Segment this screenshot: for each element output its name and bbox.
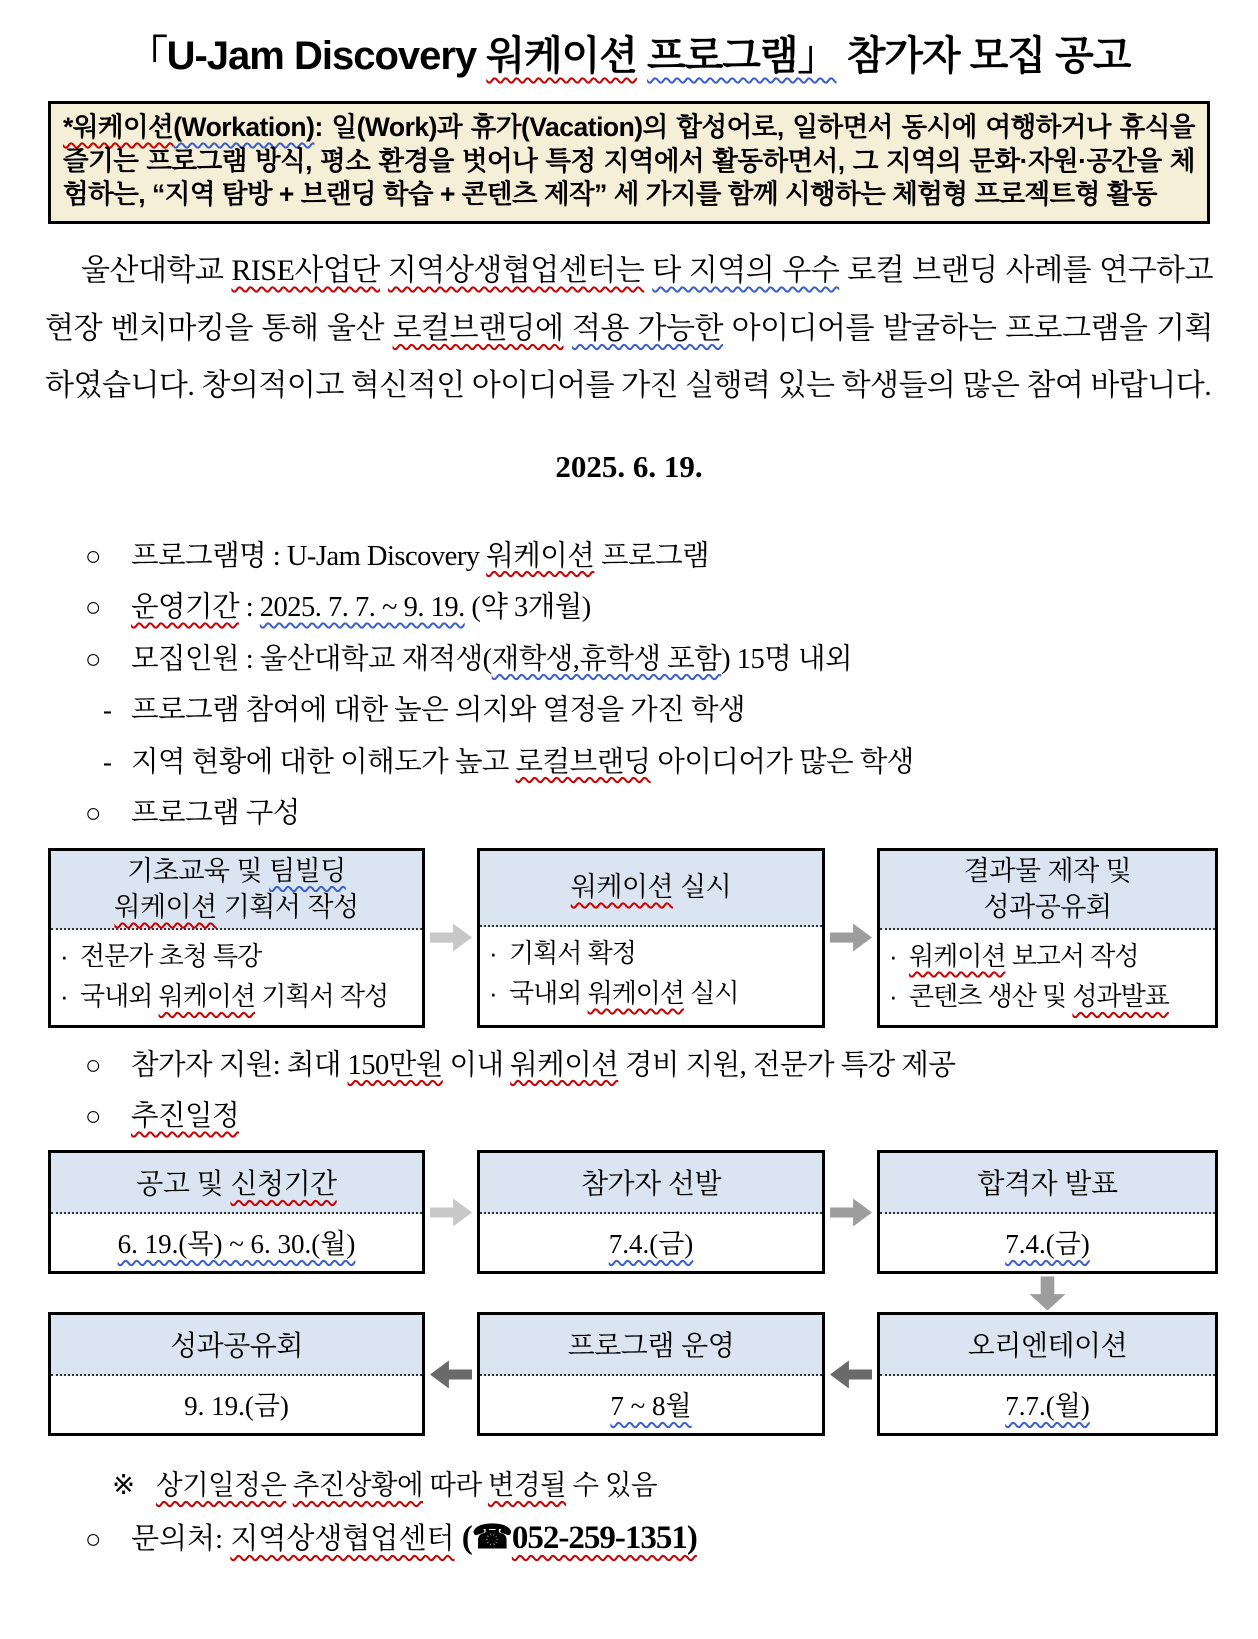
text-segment: 「U-Jam Discovery	[127, 34, 487, 78]
text-segment: 워케이션	[114, 892, 217, 923]
text-segment: 수 있음	[566, 1469, 658, 1501]
list-item	[85, 539, 1238, 575]
text-segment	[637, 34, 647, 78]
text-segment: 052-259-1351)	[511, 1520, 697, 1557]
text-segment: 팀빌딩	[269, 855, 346, 886]
flow-box-results	[877, 848, 1218, 1028]
flow-box-item	[60, 976, 416, 1016]
arrow-left-icon	[430, 1360, 472, 1388]
text-segment: 지역상생협업센터	[230, 1523, 455, 1556]
text-segment	[380, 254, 388, 287]
flow-arrow-cell	[825, 848, 877, 1028]
text-segment: : 일(Work)과 휴가(Vacation)의 합성어로, 일하면서 동시에 여행하거나 휴식을 즐기는 프로그램 방식, 평소 환경을 벗어나 특정 지역에서 활동하면서, 그 지역의 문화·자원·공간을 체험하는, “지역 탐방 + 브랜딩 학습 + 콘텐츠 제작” 세 가지를 함께 시행하는 체험형 프로젝트형 활동	[63, 112, 1195, 210]
text-segment: 로컬브랜딩에	[392, 311, 564, 345]
text-segment: 참가자 모집 공고	[836, 34, 1131, 78]
flow-box-workation-execution	[477, 848, 825, 1028]
text-segment: 프로그램 구성	[131, 798, 300, 830]
text-segment: 타 지역의 우수	[652, 253, 840, 287]
arrow-right-icon	[430, 1198, 472, 1226]
flow-box-header-line	[884, 853, 1211, 890]
text-segment: 합격자 발표	[977, 1168, 1118, 1200]
flow-box-header-line	[55, 853, 418, 890]
dot-bullet-marker: ·	[489, 937, 497, 968]
flow-box-item	[489, 973, 816, 1013]
dot-bullet-marker: ·	[889, 981, 897, 1012]
flow-box-item-text	[80, 936, 261, 976]
text-segment: RISE사업단	[231, 253, 380, 287]
schedule-box-program-operation	[477, 1312, 825, 1436]
text-segment: 따라	[423, 1469, 488, 1501]
schedule-box-title	[480, 1315, 822, 1376]
circle-bullet-marker: ○	[85, 540, 101, 571]
text-segment: (Workation)	[173, 112, 315, 142]
schedule-box-sharing-session	[48, 1312, 425, 1436]
text-segment: 프로그램명 : U-Jam Discovery	[131, 540, 487, 572]
text-segment: 울산대학교	[81, 253, 232, 287]
text-segment: 워케이션	[158, 981, 256, 1012]
flow-box-header	[51, 851, 422, 930]
list-item-text	[131, 693, 745, 729]
schedule-box-orientation	[877, 1312, 1218, 1436]
workation-definition-box	[48, 101, 1210, 224]
arrow-down-icon	[1030, 1276, 1066, 1310]
flow-box-items	[880, 930, 1215, 1025]
text-segment: 실시	[673, 872, 732, 903]
text-segment: 성과공유회	[983, 892, 1112, 923]
text-segment: 성과발표	[1072, 981, 1169, 1012]
flow-box-header-line	[484, 869, 818, 906]
dot-bullet-marker: ·	[60, 940, 68, 971]
flow-box-header-line	[55, 889, 418, 926]
schedule-connector-row	[48, 1274, 1218, 1312]
text-segment: 적용 가능한	[572, 311, 724, 345]
flow-box-item-text	[509, 933, 636, 973]
text-segment: 기획서 확정	[509, 937, 636, 968]
text-segment: 신청기간	[230, 1168, 337, 1200]
text-segment: 추진상황에	[292, 1469, 424, 1501]
text-segment: 참가자 선발	[580, 1168, 722, 1200]
text-segment: 7 ~ 8월	[610, 1391, 692, 1422]
flow-arrow-cell	[825, 1150, 877, 1274]
text-segment: 기획서 작성	[216, 892, 359, 923]
flow-box-item	[889, 976, 1209, 1016]
circle-bullet-marker: ○	[85, 643, 101, 674]
schedule-box-date	[480, 1214, 822, 1271]
text-segment: 로컬 브랜딩 사례를 연구하고 현장 벤치마킹을 통해 울산	[45, 253, 1214, 345]
flow-box-item-text	[80, 976, 388, 1016]
text-segment: 전문가 초청 특강	[80, 940, 262, 971]
text-segment: 150만원	[347, 1049, 443, 1081]
phone-icon: ☎	[471, 1520, 512, 1557]
text-segment: 프로그램」	[647, 34, 837, 78]
text-segment: 모집인원 : 울산대학교 재적생(	[131, 643, 492, 675]
arrow-right-icon	[830, 924, 872, 952]
list-item-text	[131, 642, 852, 678]
schedule-row-1	[48, 1150, 1218, 1274]
date-line: 2025. 6. 19.	[555, 448, 703, 484]
text-segment: 실시	[684, 977, 739, 1008]
flow-box-item-text	[909, 936, 1139, 976]
flow-box-item	[60, 936, 416, 976]
text-segment: 아이디어를 발굴하는 프로그램을 기획하였습니다. 창의적이고 혁신적인 아이디어를 가진 실행력 있는 학생들의 많은 참여 바랍니다.	[45, 311, 1214, 403]
text-segment: 7.4.(금)	[608, 1229, 694, 1260]
dash-bullet-marker: -	[103, 746, 112, 777]
schedule-box-date	[880, 1376, 1215, 1433]
text-segment: 보고서 작성	[1005, 940, 1139, 971]
text-segment: 9. 19.(금)	[184, 1391, 289, 1422]
list-item	[85, 1099, 1238, 1135]
support-info-list	[0, 1048, 1258, 1136]
flow-box-item	[489, 933, 816, 973]
text-segment: 워케이션	[510, 1049, 619, 1081]
text-segment	[454, 1523, 461, 1555]
text-segment: 공고 및	[136, 1168, 231, 1200]
list-subitem	[103, 745, 1238, 781]
list-item	[85, 796, 1238, 832]
text-segment: 국내외	[80, 981, 159, 1012]
text-segment: 참가자 지원: 최대	[131, 1049, 348, 1081]
text-segment: 워케이션	[587, 977, 685, 1008]
text-segment: 재학생,휴학생 포함	[491, 643, 722, 675]
text-segment: 변경될	[487, 1469, 567, 1501]
text-segment: ) 15명 내외	[721, 643, 853, 675]
circle-bullet-marker: ○	[85, 1049, 101, 1080]
contact-line	[85, 1516, 1238, 1557]
flow-arrow-cell	[825, 1312, 877, 1436]
list-subitem	[103, 693, 1238, 729]
schedule-box-date	[51, 1214, 422, 1271]
text-segment: 7.4.(금)	[1005, 1229, 1090, 1260]
flow-arrow-cell	[425, 848, 477, 1028]
text-segment: 워케이션	[909, 940, 1006, 971]
schedule-box-date	[480, 1376, 822, 1433]
schedule-box-announcement	[48, 1150, 425, 1274]
page-title	[20, 24, 1238, 81]
schedule-box-title	[51, 1153, 422, 1214]
schedule-change-note-text	[156, 1462, 657, 1502]
text-segment: 결과물 제작 및	[963, 855, 1132, 886]
list-item-text	[131, 796, 300, 832]
list-item	[85, 1048, 1238, 1084]
contact-text	[131, 1516, 697, 1557]
schedule-change-note	[112, 1462, 1238, 1502]
program-structure-flow	[48, 848, 1218, 1028]
circle-bullet-marker: ○	[85, 1101, 101, 1132]
schedule-box-title	[51, 1315, 422, 1376]
text-segment: 워케이션	[486, 34, 637, 78]
flow-arrow-cell	[425, 1150, 477, 1274]
flow-box-header	[880, 851, 1215, 930]
text-segment: 콘텐츠 생산 및	[909, 981, 1073, 1012]
text-segment: 상기일정은	[156, 1469, 287, 1501]
schedule-box-title	[480, 1153, 822, 1214]
down-arrow-cell	[877, 1274, 1218, 1312]
text-segment: 지역상생협업센터는	[387, 253, 645, 287]
flow-box-item	[889, 936, 1209, 976]
spacer	[477, 1274, 825, 1312]
text-segment: 6. 19.(목) ~ 6. 30.(월)	[117, 1229, 356, 1260]
text-segment: 경비 지원, 전문가 특강 제공	[618, 1049, 956, 1081]
text-segment: 워케이션	[486, 540, 595, 572]
text-segment: 국내외	[509, 977, 588, 1008]
text-segment	[563, 312, 572, 345]
schedule-box-date	[880, 1214, 1215, 1271]
text-segment: *워케이션	[63, 112, 174, 142]
text-segment: 지역 현황에 대한 이해도가 높고	[131, 746, 516, 778]
text-segment: :	[239, 592, 260, 624]
flow-box-items	[51, 930, 422, 1025]
flow-box-basic-education	[48, 848, 425, 1028]
list-item	[85, 642, 1238, 678]
flow-box-header	[480, 851, 822, 927]
schedule-box-selection	[477, 1150, 825, 1274]
dot-bullet-marker: ·	[489, 977, 497, 1008]
circle-bullet-marker: ○	[85, 592, 101, 623]
text-segment: (	[461, 1520, 472, 1557]
arrow-right-icon	[830, 1198, 872, 1226]
list-item-text	[131, 539, 709, 575]
schedule-box-date	[51, 1376, 422, 1433]
text-segment: 2025. 7. 7. ~ 9. 19.	[259, 592, 465, 624]
flow-box-header-line	[884, 889, 1211, 926]
text-segment: 프로그램 운영	[567, 1330, 735, 1362]
text-segment: 로컬브랜딩	[515, 746, 651, 778]
dot-bullet-marker: ·	[60, 981, 68, 1012]
text-segment: 아이디어가 많은 학생	[650, 746, 914, 778]
text-segment: (약 3개월)	[464, 592, 591, 624]
list-item	[85, 590, 1238, 626]
text-segment: 운영기간	[131, 592, 240, 624]
reference-mark: ※	[112, 1469, 135, 1501]
text-segment: 워케이션	[570, 872, 674, 903]
circle-bullet-marker: ○	[85, 1524, 102, 1555]
arrow-right-icon	[430, 924, 472, 952]
text-segment: 프로그램 참여에 대한 높은 의지와 열정을 가진 학생	[131, 695, 746, 727]
dash-bullet-marker: -	[103, 695, 112, 726]
text-segment: 성과공유회	[170, 1330, 303, 1362]
schedule-row-2	[48, 1312, 1218, 1436]
intro-paragraph	[45, 242, 1213, 415]
circle-bullet-marker: ○	[85, 798, 101, 829]
spacer	[48, 1274, 425, 1312]
recruitment-notice-document	[0, 24, 1258, 1639]
schedule-box-result-announcement	[877, 1150, 1218, 1274]
text-segment: 기획서 작성	[255, 981, 389, 1012]
text-segment: 기초교육 및	[127, 855, 270, 886]
program-info-list	[0, 539, 1258, 833]
text-segment: 추진일정	[131, 1101, 240, 1133]
text-segment: 문의처:	[131, 1523, 231, 1556]
flow-box-item-text	[909, 976, 1169, 1016]
workation-definition-text	[63, 111, 1195, 212]
schedule-box-title	[880, 1315, 1215, 1376]
text-segment: 7.7.(월)	[1005, 1391, 1090, 1422]
flow-box-items	[480, 927, 822, 1022]
flow-box-item-text	[509, 973, 739, 1013]
arrow-left-icon	[830, 1360, 872, 1388]
schedule-box-title	[880, 1153, 1215, 1214]
list-item-text	[131, 1099, 239, 1135]
text-segment: 이내	[442, 1049, 511, 1081]
flow-arrow-cell	[425, 1312, 477, 1436]
text-segment: 프로그램	[594, 540, 710, 572]
dot-bullet-marker: ·	[889, 940, 897, 971]
spacer	[425, 1274, 477, 1312]
text-segment: 오리엔테이션	[967, 1330, 1128, 1362]
list-item-text	[131, 1048, 955, 1084]
list-item-text	[131, 745, 914, 781]
spacer	[825, 1274, 877, 1312]
list-item-text	[131, 590, 591, 626]
